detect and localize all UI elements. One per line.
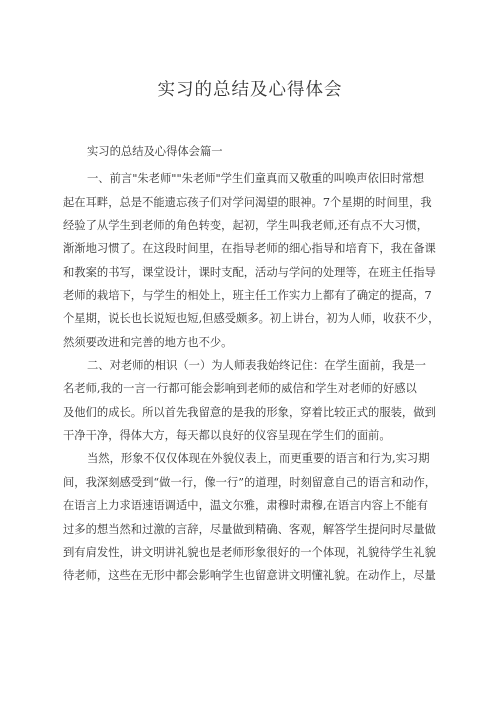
text-line: 个星期，说长也长说短也短,但感受颇多。初上讲台，初为人师，收获不少，	[63, 312, 440, 326]
text-line: 渐渐地习惯了。在这段时间里，在指导老师的细心指导和培育下，我在备课	[63, 242, 436, 256]
text-line: 经验了从学生到老师的角色转变，起初，学生叫我老师,还有点不大习惯，	[63, 219, 429, 233]
text-line: 及他们的成长。所以首先我留意的是我的形象，穿着比较正式的服装，做到	[63, 405, 436, 419]
text-line: 一、前言"朱老师""朱老师"学生们童真而又敬重的叫唤声依旧时常想	[87, 172, 425, 186]
text-line: 待老师，这些在无形中都会影响学生也留意讲文明懂礼貌。在动作上，尽量	[63, 569, 436, 583]
text-line: 干净干净，得体大方，每天都以良好的仪容呈现在学生们的面前。	[63, 429, 391, 443]
text-line: 实习的总结及心得体会篇一	[87, 145, 223, 158]
text-line: 间，我深刻感受到“做一行，像一行”的道理，时刻留意自己的语言和动作，	[63, 475, 437, 489]
text-line: 名老师,我的一言一行都可能会影响到老师的威信和学生对老师的好感以	[63, 382, 417, 396]
document-title: 实习的总结及心得体会	[157, 80, 343, 100]
document-body	[63, 140, 439, 588]
text-line: 老师的栽培下，与学生的相处上，班主任工作实力上都有了确定的提高，7	[63, 289, 432, 303]
text-line: 在语言上力求语速语调适中，温文尔雅，肃穆时肃穆,在语言内容上不能有	[63, 499, 429, 513]
text-line: 起在耳畔，总是不能遗忘孩子们对学问渴望的眼神。7个星期的时间里，我	[63, 195, 432, 209]
text-line: 到有肩发性，讲文明讲礼貌也是老师形象很好的一个体现，礼貌待学生礼貌	[63, 545, 436, 559]
text-line: 当然，形象不仅仅体现在外貌仪表上，而更重要的语言和行为,实习期	[87, 452, 430, 466]
text-line: 然须要改进和完善的地方也不少。	[63, 335, 233, 349]
text-line: 和教案的书写，课堂设计，课时支配，活动与学问的处理等，在班主任指导	[63, 265, 436, 279]
text-line: 二、对老师的相识（一）为人师表我始终记住：在学生面前，我是一	[87, 359, 426, 373]
text-line: 过多的想当然和过激的言辞，尽量做到精确、客观，解答学生提问时尽量做	[63, 522, 436, 536]
